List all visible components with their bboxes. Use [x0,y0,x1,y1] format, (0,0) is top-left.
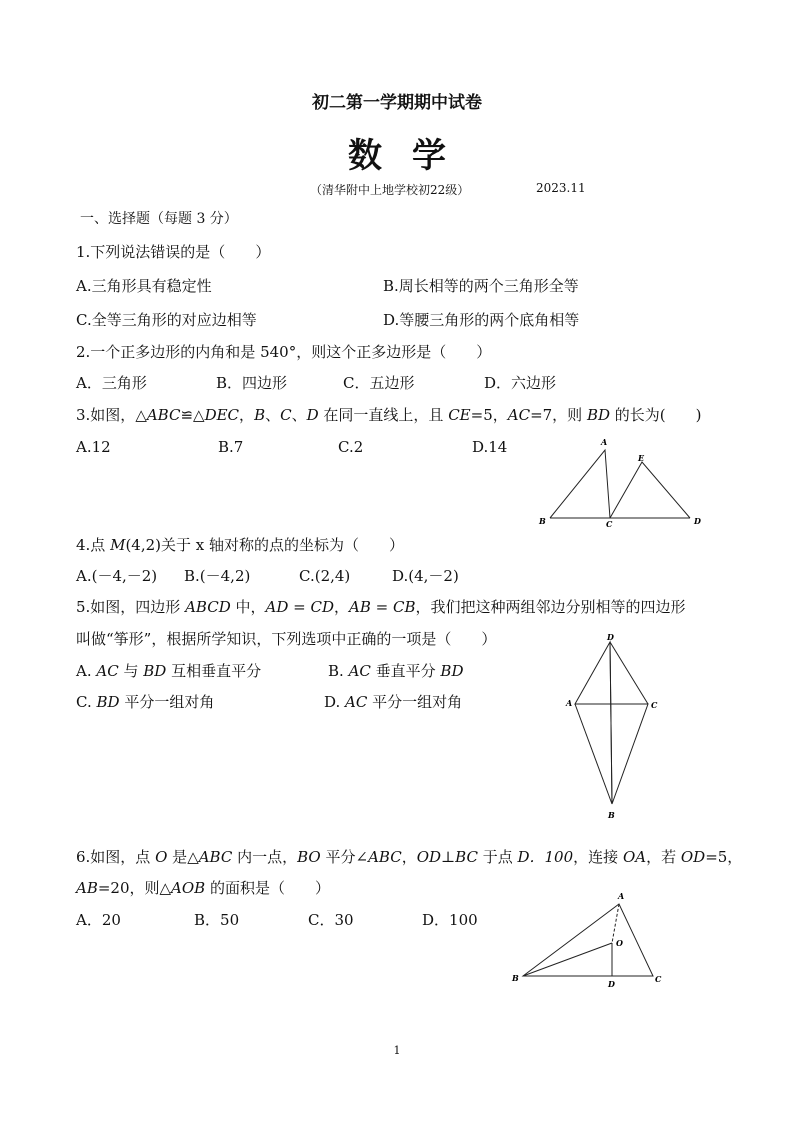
q6-triangle-abc [523,904,653,976]
q4-option-c: C.(2,4) [299,567,351,585]
q5-option-a: A. AC 与 BD 互相垂直平分 [76,662,262,680]
q3-option-b: B.7 [218,438,244,456]
q4-option-d: D.(4,－2) [392,567,459,585]
exam-title: 初二第一学期期中试卷 [312,93,482,113]
q6-stem-line1: 6.如图，点 O 是△ABC 内一点，BO 平分∠ABC，OD⊥BC 于点 D．100，连接 OA，若 OD=5， [76,848,743,866]
q3-label-c: C [606,519,613,529]
q1-stem: 1.下列说法错误的是（ ） [76,243,271,261]
q6-option-a: A．20 [76,911,121,929]
q3-label-e: E [638,453,645,463]
q2-option-d: D．六边形 [484,374,557,392]
q6-label-a: A [618,891,625,901]
q5-option-d: D. AC 平分一组对角 [324,693,463,711]
q6-stem-line2: AB=20，则△AOB 的面积是（ ） [76,879,330,897]
q6-segment-bo [523,943,612,976]
q3-figure [530,432,710,532]
q6-label-c: C [655,974,662,984]
q6-option-b: B．50 [194,911,240,929]
q3-label-d: D [694,516,701,526]
q3-label-b: B [539,516,546,526]
q3-triangle-abc [550,450,610,518]
subject-title: 数学 [348,136,476,176]
q4-stem: 4.点 M(4,2)关于 x 轴对称的点的坐标为（ ） [76,536,405,554]
q1-option-b: B.周长相等的两个三角形全等 [383,277,579,295]
q1-option-a: A.三角形具有稳定性 [76,277,212,295]
q5-stem-line2: 叫做“筝形”，根据所学知识，下列选项中正确的一项是（ ） [76,630,497,648]
q2-option-b: B．四边形 [216,374,288,392]
q3-triangle-dec [610,462,690,518]
section-heading: 一、选择题（每题 3 分） [80,211,238,227]
q5-label-d: D [607,632,614,642]
q6-option-d: D．100 [422,911,478,929]
q6-label-o: O [616,938,623,948]
q3-stem: 3.如图，△ABC≌△DEC，B、C、D 在同一直线上，且 CE=5，AC=7，则 BD 的长为( ) [76,406,702,424]
q5-option-b: B. AC 垂直平分 BD [328,662,464,680]
q2-option-c: C．五边形 [343,374,415,392]
q3-option-a: A.12 [76,438,111,456]
q5-stem-line1: 5.如图，四边形 ABCD 中，AD = CD，AB = CB，我们把这种两组邻边分别相等的四边形 [76,598,686,616]
q4-option-b: B.(－4,2) [184,567,251,585]
q5-diagonal-bd [610,642,612,804]
q4-option-a: A.(－4,－2) [76,567,158,585]
exam-date: 2023.11 [536,181,586,195]
q3-option-d: D.14 [472,438,508,456]
q6-figure [505,888,675,994]
q6-label-b: B [512,973,519,983]
q5-label-a: A [566,698,573,708]
q3-label-a: A [601,437,608,447]
q5-label-c: C [651,700,658,710]
q6-option-c: C．30 [308,911,354,929]
q1-option-d: D.等腰三角形的两个底角相等 [383,311,580,329]
q5-label-b: B [608,810,615,820]
school-name: （清华附中上地学校初22级） [310,183,470,197]
page-number: 1 [393,1044,401,1057]
q1-option-c: C.全等三角形的对应边相等 [76,311,257,329]
q6-label-d: D [608,979,615,989]
q3-option-c: C.2 [338,438,364,456]
q2-option-a: A．三角形 [76,374,147,392]
q5-option-c: C. BD 平分一组对角 [76,693,215,711]
q5-figure [560,630,670,824]
q2-stem: 2.一个正多边形的内角和是 540°，则这个正多边形是（ ） [76,343,492,361]
